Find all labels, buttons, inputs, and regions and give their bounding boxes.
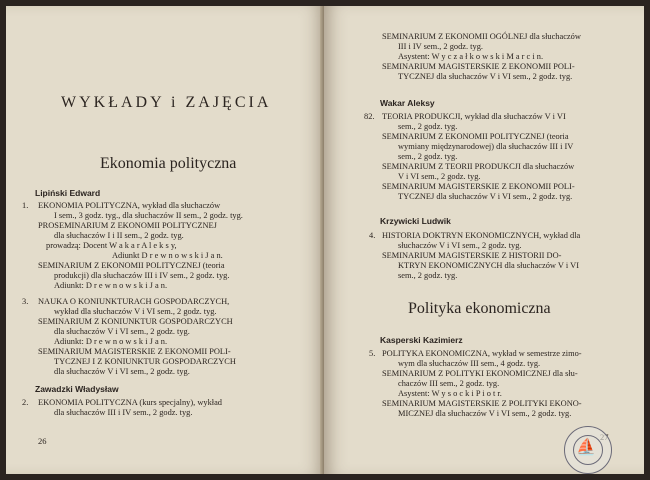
author-zawadzki: Zawadzki Władysław bbox=[35, 384, 119, 394]
library-stamp bbox=[564, 426, 612, 474]
course-line: dla słuchaczów V i VI sem., 2 godz. tyg. bbox=[54, 367, 190, 376]
item-number: 4. bbox=[369, 231, 376, 240]
course-line: TYCZNEJ dla słuchaczów V i VI sem., 2 godz. tyg. bbox=[398, 72, 573, 81]
course-line: SEMINARIUM MAGISTERSKIE Z EKONOMII POLI- bbox=[382, 182, 575, 191]
course-line: TEORIA PRODUKCJI, wykład dla słuchaczów V i VI bbox=[382, 112, 566, 121]
course-line: NAUKA O KONIUNKTURACH GOSPODARCZYCH, bbox=[38, 297, 230, 306]
course-line: Asystent: W y s o c k i P i o t r. bbox=[398, 389, 502, 398]
course-line: chaczów III sem., 2 godz. tyg. bbox=[398, 379, 500, 388]
course-line: słuchaczów V i VI sem., 2 godz. tyg. bbox=[398, 241, 522, 250]
course-line: sem., 2 godz. tyg. bbox=[398, 152, 458, 161]
section-title-ekonomia: Ekonomia polityczna bbox=[100, 155, 237, 172]
course-line: wykład dla słuchaczów V i VI sem., 2 godz. tyg. bbox=[54, 307, 217, 316]
course-line: TYCZNEJ I Z KONIUNKTUR GOSPODARCZYCH bbox=[54, 357, 236, 366]
page-number-left: 26 bbox=[38, 436, 47, 446]
book-spread bbox=[6, 6, 644, 474]
item-number: 3. bbox=[22, 297, 29, 306]
course-line: EKONOMIA POLITYCZNA, wykład dla słuchaczów bbox=[38, 201, 221, 210]
course-line: dla słuchaczów III i IV sem., 2 godz. tyg. bbox=[54, 408, 193, 417]
right-page bbox=[324, 6, 644, 474]
course-line: I sem., 3 godz. tyg., dla słuchaczów II sem., 2 godz. tyg. bbox=[54, 211, 243, 220]
course-line: PROSEMINARIUM Z EKONOMII POLITYCZNEJ bbox=[38, 221, 217, 230]
item-number: 5. bbox=[369, 349, 376, 358]
course-line: SEMINARIUM Z TEORII PRODUKCJI dla słuchaczów bbox=[382, 162, 575, 171]
left-page bbox=[6, 6, 324, 474]
course-line: SEMINARIUM MAGISTERSKIE Z EKONOMII POLI- bbox=[38, 347, 231, 356]
course-line: V i VI sem., 2 godz. tyg. bbox=[398, 172, 481, 181]
course-line: III i IV sem., 2 godz. tyg. bbox=[398, 42, 483, 51]
course-line: Adiunkt: D r e w n o w s k i J a n. bbox=[54, 337, 168, 346]
course-line: TYCZNEJ dla słuchaczów V i VI sem., 2 godz. tyg. bbox=[398, 192, 573, 201]
item-number: 82. bbox=[364, 112, 375, 121]
course-line: Adiunkt D r e w n o w s k i J a n. bbox=[112, 251, 223, 260]
course-line: wymiany międzynarodowej) dla słuchaczów III i IV bbox=[398, 142, 574, 151]
course-line: POLITYKA EKONOMICZNA, wykład w semestrze zimo- bbox=[382, 349, 582, 358]
course-line: SEMINARIUM Z EKONOMII POLITYCZNEJ (teoria bbox=[38, 261, 225, 270]
course-line: SEMINARIUM Z KONIUNKTUR GOSPODARCZYCH bbox=[38, 317, 233, 326]
item-number: 1. bbox=[22, 201, 29, 210]
course-line: dla słuchaczów V i VI sem., 2 godz. tyg. bbox=[54, 327, 190, 336]
course-line: dla słuchaczów I i II sem., 2 godz. tyg. bbox=[54, 231, 184, 240]
course-line: KTRYN EKONOMICZNYCH dla słuchaczów V i VI bbox=[398, 261, 579, 270]
course-line: sem., 2 godz. tyg. bbox=[398, 122, 458, 131]
ship-emblem-icon: ⛵ bbox=[576, 437, 596, 456]
author-kasperski: Kasperski Kazimierz bbox=[380, 335, 463, 345]
course-line: Asystent: W y c z a ł k o w s k i M a r c i n. bbox=[398, 52, 544, 61]
course-line: produkcji) dla słuchaczów III i IV sem., 2 godz. tyg. bbox=[54, 271, 230, 280]
item-number: 2. bbox=[22, 398, 29, 407]
course-line: SEMINARIUM MAGISTERSKIE Z EKONOMII POLI- bbox=[382, 62, 575, 71]
course-line: HISTORIA DOKTRYN EKONOMICZNYCH, wykład dla bbox=[382, 231, 581, 240]
author-lipinski: Lipiński Edward bbox=[35, 188, 101, 198]
course-line: EKONOMIA POLITYCZNA (kurs specjalny), wykład bbox=[38, 398, 222, 407]
course-line: SEMINARIUM Z EKONOMII OGÓLNEJ dla słuchaczów bbox=[382, 32, 581, 41]
chapter-title: WYKŁADY i ZAJĘCIA bbox=[61, 94, 272, 111]
course-line: SEMINARIUM MAGISTERSKIE Z HISTORII DO- bbox=[382, 251, 562, 260]
course-line: prowadzą: Docent W a k a r A l e k s y, bbox=[46, 241, 177, 250]
course-line: wym dla słuchaczów III sem., 4 godz. tyg. bbox=[398, 359, 541, 368]
course-line: SEMINARIUM Z EKONOMII POLITYCZNEJ (teoria bbox=[382, 132, 569, 141]
section-title-polityka: Polityka ekonomiczna bbox=[408, 300, 551, 317]
course-line: SEMINARIUM Z POLITYKI EKONOMICZNEJ dla słu- bbox=[382, 369, 578, 378]
author-wakar: Wakar Aleksy bbox=[380, 98, 435, 108]
course-line: sem., 2 godz. tyg. bbox=[398, 271, 458, 280]
course-line: SEMINARIUM MAGISTERSKIE Z POLITYKI EKONO- bbox=[382, 399, 582, 408]
course-line: Adiunkt: D r e w n o w s k i J a n. bbox=[54, 281, 168, 290]
course-line: MICZNEJ dla słuchaczów V i VI sem., 2 godz. tyg. bbox=[398, 409, 572, 418]
author-krzywicki: Krzywicki Ludwik bbox=[380, 216, 451, 226]
